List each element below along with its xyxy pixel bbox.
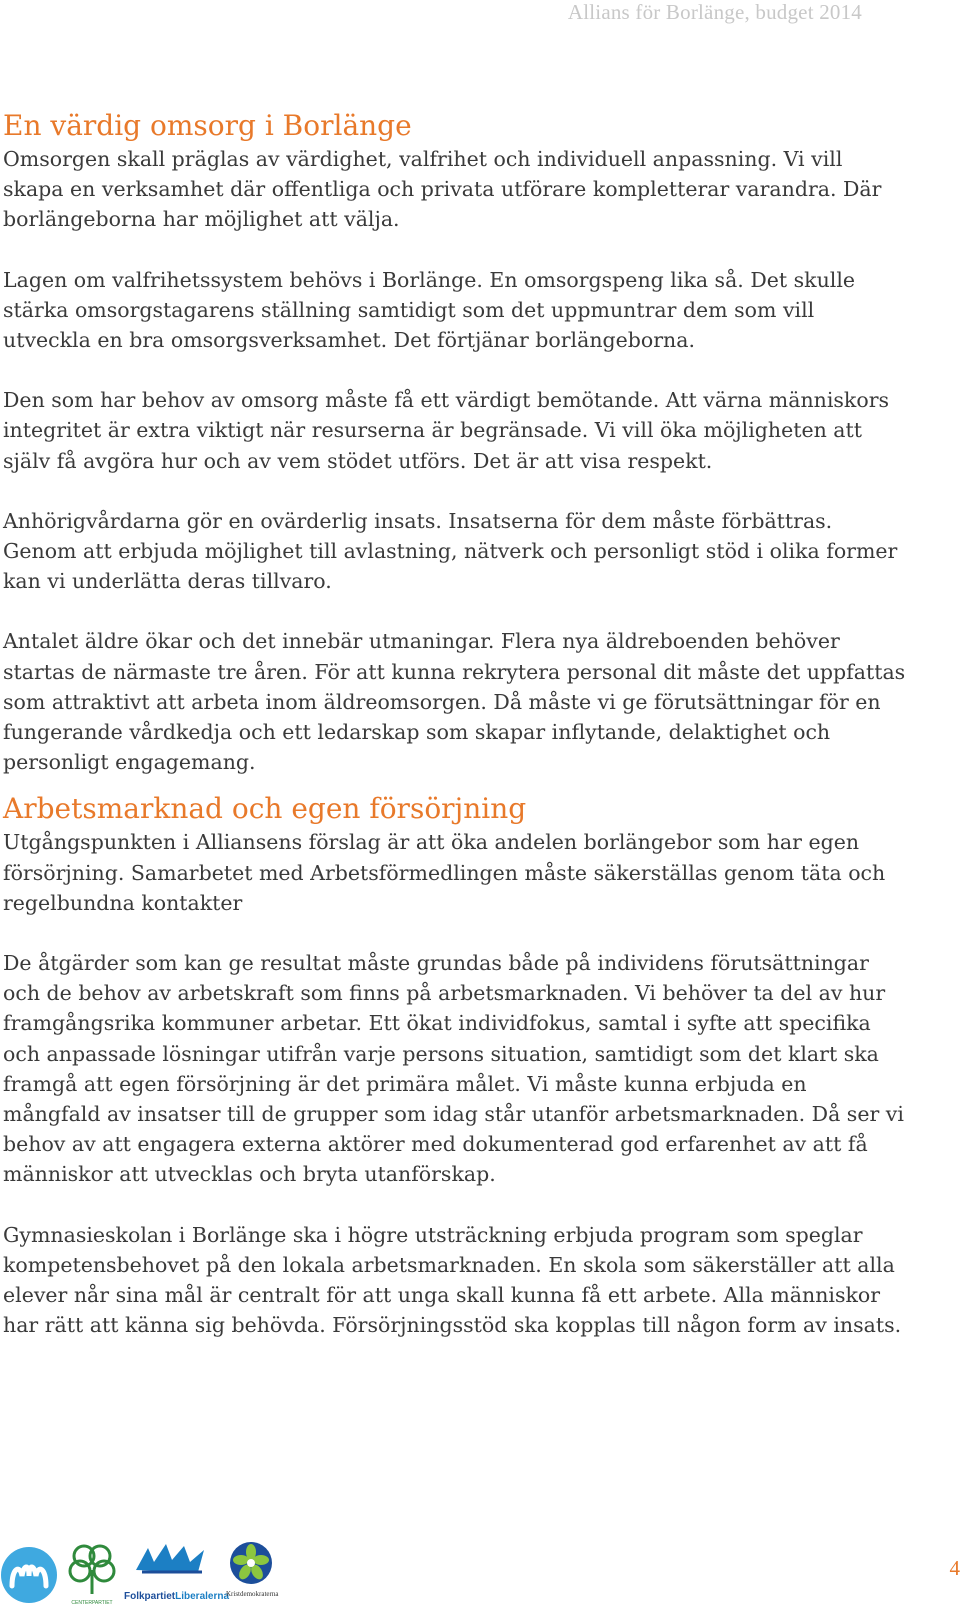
party-logos (0, 1526, 286, 1606)
section-heading-arbetsmarknad: Arbetsmarknad och egen försörjning (3, 792, 527, 826)
paragraph: Utgångspunkten i Alliansens förslag är att öka andelen borlängebor som har egen försörjning. Samarbetet med Arbetsförmedlingen måste säkerställas genom täta och regelbundna kontakter (3, 830, 886, 915)
document-body (3, 108, 908, 1371)
kristdemokraterna-label: Kristdemokraterna (226, 1590, 279, 1598)
page-number: 4 (949, 1556, 960, 1580)
folkpartiet-label: Folkpartiet (124, 1591, 176, 1602)
folkpartiet-logo (124, 1540, 230, 1606)
paragraph: Anhörigvårdarna gör en ovärderlig insats. Insatserna för dem måste förbättras. Genom att erbjuda möjlighet till avlastning, nätverk och personligt stöd i olika former kan vi underlätta deras tillvaro. (3, 508, 898, 594)
paragraph: De åtgärder som kan ge resultat måste grundas både på individens förutsättningar och de behov av arbetskraft som finns på arbetsmarknaden. Vi behöver ta del av hur framgångsrika kommuner arbetar. Ett ökat individfokus, samtal i syfte att specifika och anpassade lösningar utifrån varje persons situation, samtidigt som det klart ska framgå att egen försörjning är det primära målet. Vi måste kunna erbjuda en mångfald av insatser till de grupper som idag står utanför arbetsmarknaden. Då ser vi behov av att engagera externa aktörer med dokumenterad god erfarenhet av att få människor att utvecklas och bryta utanförskap. (3, 951, 904, 1187)
paragraph: Gymnasieskolan i Borlänge ska i högre utsträckning erbjuda program som speglar kompetensbehovet på den lokala arbetsmarknaden. En skola som säkerställer att alla elever når sina mål är centralt för att unga skall kunna få ett arbete. Alla människor har rätt att känna sig behövda. Försörjningsstöd ska kopplas till någon form av insats. (3, 1222, 902, 1338)
liberalerna-label: Liberalerna (175, 1591, 230, 1602)
paragraph: Lagen om valfrihetssystem behövs i Borlänge. En omsorgspeng lika så. Det skulle stärka omsorgstagarens ställning samtidigt som det uppmuntrar dem som vill utveckla en bra omsorgsverksamhet. Det förtjänar borlängeborna. (3, 267, 856, 353)
centerpartiet-logo (66, 1540, 118, 1606)
page-footer (0, 1506, 960, 1616)
centerpartiet-label: CENTERPARTIET (71, 1600, 113, 1606)
section-heading-omsorg: En värdig omsorg i Borlänge (3, 109, 412, 142)
paragraph: Antalet äldre ökar och det innebär utmaningar. Flera nya äldreboenden behöver startas de närmaste tre åren. För att kunna rekrytera personal dit måste det uppfattas som attraktivt att arbeta inom äldreomsorgen. Då måste vi ge förutsättningar för en fungerande vårdkedja och ett ledarskap som skapar inflytande, delaktighet och personligt engagemang. (3, 629, 906, 775)
moderaterna-logo (0, 1546, 60, 1606)
paragraph: Omsorgen skall präglas av värdighet, valfrihet och individuell anpassning. Vi vill skapa en verksamhet där offentliga och privata utförare kompletterar varandra. Där borlängeborna har möjlighet att välja. (3, 147, 882, 232)
header-title: Allians för Borlänge, budget 2014 (567, 0, 862, 24)
kristdemokraterna-logo (226, 1540, 286, 1606)
paragraph: Den som har behov av omsorg måste få ett värdigt bemötande. Att värna människors integritet är extra viktigt när resurserna är begränsade. Vi vill öka möjligheten att själv få avgöra hur och av vem stödet utförs. Det är att visa respekt. (3, 388, 890, 473)
